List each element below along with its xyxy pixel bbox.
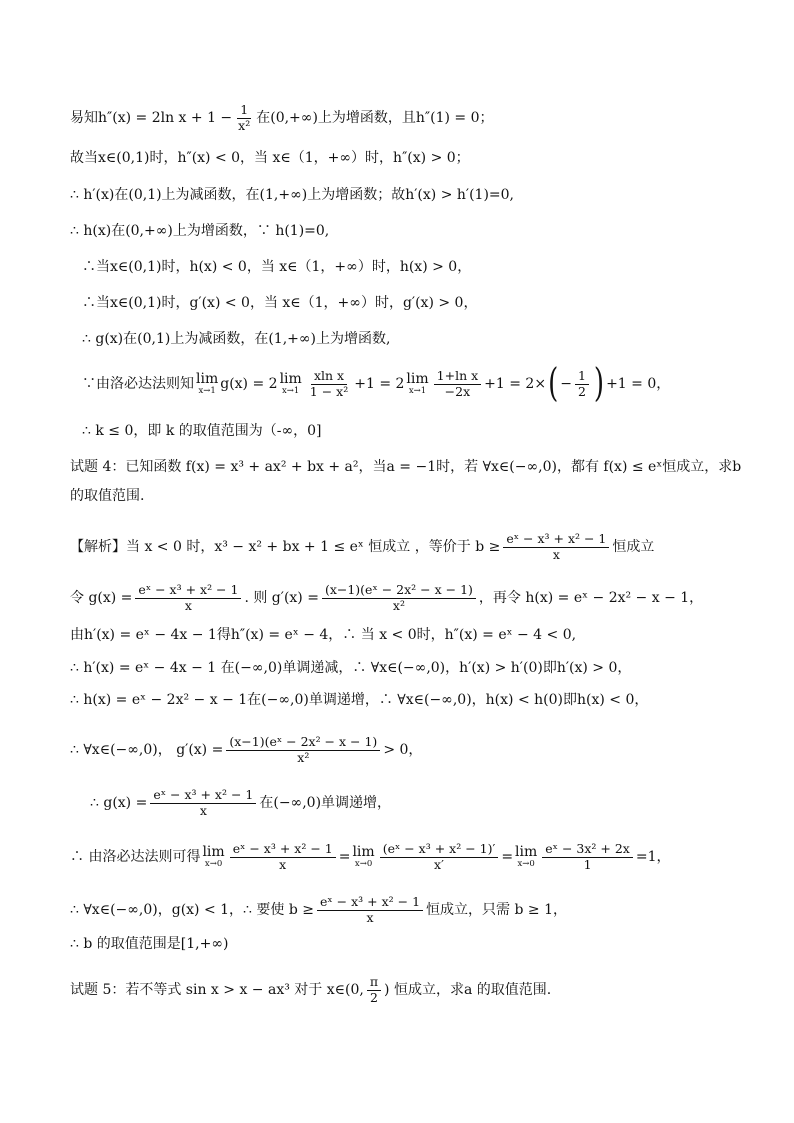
text-line-6: ∴当x∈(0,1)时，g′(x) < 0，当 x∈（1，+∞）时，g′(x) > 0， (82, 295, 478, 311)
problem-4-statement-cont: 的取值范围. (70, 488, 145, 504)
problem-5-statement: 试题 5：若不等式 sin x > x − ax³ 对于 x∈(0, $\frac{\pi}{2}$ ) 恒成立，求a 的取值范围. (70, 974, 552, 1005)
text-line-4: ∴ h(x)在(0,+∞)上为增函数，∵ h(1)=0, (70, 223, 330, 239)
text-line-19-limit: ∴ 由洛必达法则可得 lim x→0 $\frac{\text{eˣ − x³ + x² − 1}}{x}$ = lim x→0 $\frac{\text{(eˣ − x³ + x² − 1)′}}{x'}$ = lim x→0 $\frac{\text{eˣ − 3x² + 2x}}{1}$ =1， (70, 841, 671, 872)
fraction-ex-over-x: $\frac{\text{eˣ − x³ + x² − 1}}{x}$ (503, 533, 609, 561)
text-line-16: ∴ h(x) = eˣ − 2x² − x − 1在(−∞,0)单调递增，∴ ∀x∈(−∞,0)，h(x) < h(0)即h(x) < 0， (70, 692, 649, 708)
text-line-1 (70, 104, 754, 132)
problem-4-statement: 试题 4：已知函数 f(x) = x³ + ax² + bx + a²，当a = −1时，若 ∀x∈(−∞,0)，都有 f(x) ≤ eˣ恒成立，求b (70, 459, 742, 475)
left-paren: ( (548, 361, 559, 407)
fraction-xlnx: $\frac{\text{xln x}}{\text{1 − x²}}$ (309, 368, 349, 399)
line-8-text-a: ∵由洛必达法则知 (82, 376, 194, 392)
solution-intro: 【解析】当 x < 0 时，x³ − x² + bx + 1 ≤ eˣ 恒成立 ，等价于 b ≥ $\frac{\text{eˣ − x³ + x² − 1}}{x}$ 恒成立 (70, 531, 655, 562)
text-line-3: ∴ h′(x)在(0,1)上为减函数，在(1,+∞)上为增函数；故h′(x) > h′(1)=0, (70, 187, 514, 203)
fraction-lim-1: $\frac{\text{eˣ − x³ + x² − 1}}{x}$ (230, 843, 336, 871)
text-line-20: ∴ ∀x∈(−∞,0)，g(x) < 1，∴ 要使 b ≥ $\frac{\text{eˣ − x³ + x² − 1}}{x}$ 恒成立，只需 b ≥ 1， (70, 894, 567, 925)
fraction-lim-2: $\frac{\text{(eˣ − x³ + x² − 1)′}}{x'}$ (380, 843, 499, 871)
limit-operator-2: lim x→1 (279, 371, 302, 397)
fraction-g-prime-2: $\frac{\text{(x−1)(eˣ − 2x² − x − 1)}}{\text{x²}}$ (226, 736, 380, 764)
text-line-7: ∴ g(x)在(0,1)上为减函数，在(1,+∞)上为增函数, (82, 331, 391, 347)
limit-operator-3: lim x→1 (406, 371, 429, 397)
text-line-14: 由h′(x) = eˣ − 4x − 1得h″(x) = eˣ − 4，∴ 当 x < 0时，h″(x) = eˣ − 4 < 0, (70, 627, 577, 643)
text-line-17: ∴ ∀x∈(−∞,0)， g′(x) = $\frac{\text{(x−1)(eˣ − 2x² − x − 1)}}{\text{x²}}$ > 0， (70, 734, 423, 765)
text-line-15: ∴ h′(x) = eˣ − 4x − 1 在(−∞,0)单调递减，∴ ∀x∈(−∞,0)，h′(x) > h′(0)即h′(x) > 0， (70, 660, 632, 676)
text-line-8-limit: ∵由洛必达法则知 lim x→1 g(x) = 2 lim x→1 $\frac{\text{xln x}}{\text{1 − x²}}$ +1 = 2 lim x→1 $\frac{\text{1+ln x}}{-2x}$ +1 = 2× ( − $\frac{1}{2}$ ) +1 = 0， (82, 361, 671, 407)
line-1-text-b: 在(0,+∞)上为增函数，且h″(1) = 0； (256, 110, 494, 126)
limit-operator-5: lim x→0 (352, 844, 375, 870)
fraction-g: $\frac{\text{eˣ − x³ + x² − 1}}{x}$ (135, 584, 241, 612)
limit-operator-6: lim x→0 (515, 844, 538, 870)
fraction-g-prime: $\frac{\text{(x−1)(eˣ − 2x² − x − 1)}}{\text{x²}}$ (322, 584, 476, 612)
right-paren: ) (593, 361, 605, 407)
line-1-text-a: 易知h″(x) = 2ln x + 1 − (70, 110, 233, 126)
limit-operator-4: lim x→0 (202, 844, 225, 870)
text-line-define-g: 令 g(x) = $\frac{\text{eˣ − x³ + x² − 1}}{x}$ . 则 g′(x) = $\frac{\text{(x−1)(eˣ − 2x² − x − 1)}}{\text{x²}}$ ，再令 h(x) = eˣ − 2x² − x − 1， (70, 582, 704, 613)
text-line-2: 故当x∈(0,1)时，h″(x) < 0，当 x∈（1，+∞）时，h″(x) > 0； (70, 150, 470, 166)
text-line-18: ∴ g(x) = $\frac{\text{eˣ − x³ + x² − 1}}{x}$ 在(−∞,0)单调递增， (90, 787, 392, 818)
fraction-pi-over-2: $\frac{\pi}{2}$ (367, 976, 381, 1004)
text-line-21: ∴ b 的取值范围是[1,+∞) (70, 936, 229, 952)
limit-operator: lim x→1 (196, 371, 219, 397)
fraction-1-over-x2: $\frac{1}{\text{x²}}$ (238, 102, 251, 133)
fraction-g-3: $\frac{\text{eˣ − x³ + x² − 1}}{x}$ (317, 896, 423, 924)
fraction-lim-3: $\frac{\text{eˣ − 3x² + 2x}}{1}$ (542, 843, 633, 871)
fraction-g-2: $\frac{\text{eˣ − x³ + x² − 1}}{x}$ (150, 789, 256, 817)
fraction-1-plus-lnx: $\frac{\text{1+ln x}}{-2x}$ (434, 370, 482, 398)
text-line-5: ∴当x∈(0,1)时，h(x) < 0，当 x∈（1，+∞）时，h(x) > 0， (82, 259, 472, 275)
text-line-9: ∴ k ≤ 0，即 k 的取值范围为（-∞，0] (82, 423, 322, 439)
fraction-half: $\frac{1}{2}$ (575, 370, 589, 398)
